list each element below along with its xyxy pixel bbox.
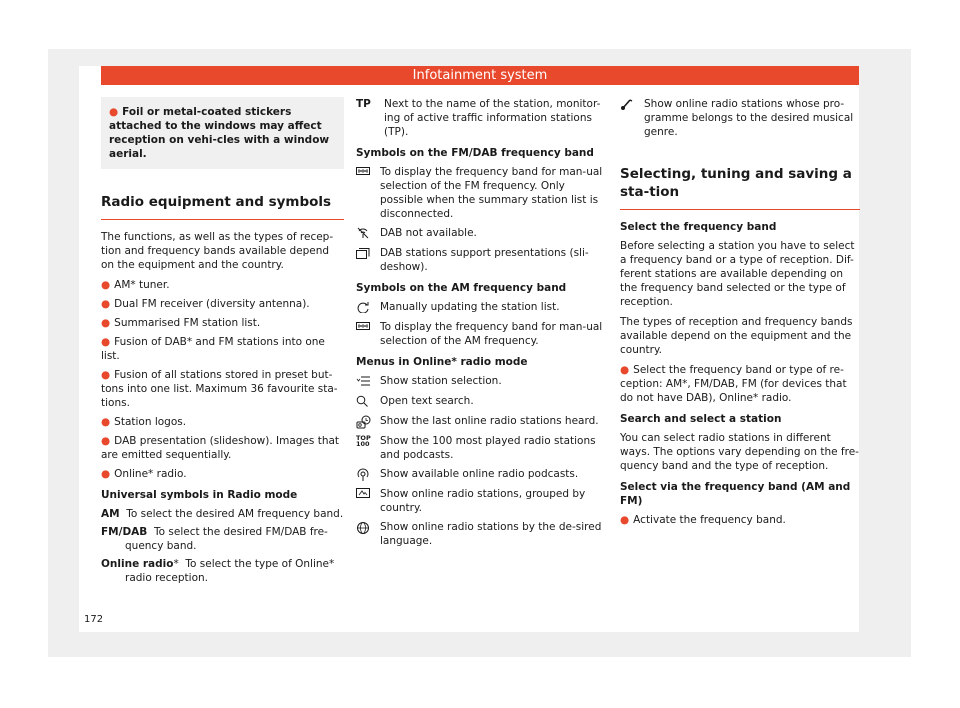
feature-item <box>101 415 344 429</box>
symbol-text: Show the 100 most played radio stations and podcasts. <box>380 435 596 461</box>
symbol-item <box>356 226 604 241</box>
symbol-item <box>356 300 604 315</box>
tp-definition <box>356 97 604 139</box>
universal-suffix: * <box>173 558 179 570</box>
top-label: TOP <box>356 434 371 442</box>
feature-item <box>101 316 344 330</box>
feature-item <box>101 278 344 292</box>
feature-text: AM* tuner. <box>114 279 170 291</box>
tp-desc: Next to the name of the station, monitor-ing of active traffic information stations (TP). <box>384 98 601 138</box>
feature-item <box>101 368 344 410</box>
symbol-item <box>356 467 604 482</box>
universal-desc: To select the desired FM/DAB fre-quency band. <box>125 526 328 552</box>
feature-text: DAB presentation (slideshow). Images that are emitted sequentially. <box>101 435 340 461</box>
column-right <box>620 97 860 533</box>
symbol-text: DAB not available. <box>380 227 477 239</box>
symbol-text: Show online radio stations by the de-sired language. <box>380 521 602 547</box>
symbol-item <box>356 394 604 409</box>
symbol-item <box>356 487 604 515</box>
page-header: Infotainment system <box>101 66 859 85</box>
feature-item <box>101 467 344 481</box>
symbol-item <box>356 374 604 389</box>
genre-item <box>620 97 860 139</box>
frequency-band-icon <box>356 165 380 180</box>
online-heading: Menus in Online* radio mode <box>356 356 528 368</box>
online-menu-list <box>356 374 604 548</box>
column-left <box>101 97 344 589</box>
tp-term: TP <box>356 98 371 110</box>
symbol-item <box>356 414 604 429</box>
bullet-icon: ● <box>101 336 111 348</box>
universal-term: Online radio <box>101 558 174 570</box>
symbol-item <box>356 246 604 274</box>
select-heading: Select the frequency band <box>620 221 777 233</box>
bullet-icon: ● <box>101 468 111 480</box>
refresh-icon <box>356 300 380 315</box>
music-note-icon <box>620 97 644 112</box>
universal-item <box>101 557 344 585</box>
symbol-text: DAB stations support presentations (sli-deshow). <box>380 247 589 273</box>
feature-item <box>101 434 344 462</box>
dab-unavailable-icon <box>356 226 380 241</box>
via-heading: Select via the frequency band (AM and FM) <box>620 481 851 507</box>
universal-desc: To select the desired AM frequency band. <box>126 508 344 520</box>
section-title: Radio equipment and symbols <box>101 181 344 220</box>
universal-item <box>101 507 344 521</box>
bullet-icon: ● <box>101 369 111 381</box>
symbol-text: Show available online radio podcasts. <box>380 468 579 480</box>
feature-text: Fusion of all stations stored in preset but-tons into one list. Maximum 36 favourite sta-tions. <box>101 369 338 409</box>
universal-term: AM <box>101 508 120 520</box>
bullet-icon: ● <box>101 416 111 428</box>
select-bullet-text: Select the frequency band or type of re-ception: AM*, FM/DAB, FM (for devices that do not have DAB), Online* radio. <box>620 364 847 404</box>
feature-text: Station logos. <box>114 416 187 428</box>
fmdab-symbol-list <box>356 165 604 274</box>
via-bullet-item <box>620 513 860 527</box>
note-text: Foil or metal-coated stickers attached to the windows may affect reception on vehi-cles with a window aerial. <box>109 106 330 160</box>
intro-text: The functions, as well as the types of recep-tion and frequency bands available depend on the equipment and the country. <box>101 231 334 271</box>
bullet-icon: ● <box>620 364 630 376</box>
bullet-icon: ● <box>101 435 111 447</box>
station-list-icon <box>356 374 380 389</box>
feature-item <box>101 297 344 311</box>
fmdab-heading: Symbols on the FM/DAB frequency band <box>356 147 594 159</box>
bullet-icon: ● <box>101 317 111 329</box>
search-p: You can select radio stations in different ways. The options vary depending on the fre-quency band and the type of reception. <box>620 432 859 472</box>
bullet-icon: ● <box>101 279 111 291</box>
frequency-band-icon <box>356 320 380 335</box>
universal-heading: Universal symbols in Radio mode <box>101 489 298 501</box>
podcast-icon <box>356 467 380 482</box>
search-heading: Search and select a station <box>620 413 782 425</box>
via-bullet-text: Activate the frequency band. <box>633 514 786 526</box>
symbol-item <box>356 520 604 548</box>
note-box <box>101 97 344 169</box>
universal-term: FM/DAB <box>101 526 148 538</box>
am-symbol-list <box>356 300 604 348</box>
am-heading: Symbols on the AM frequency band <box>356 282 567 294</box>
bullet-icon: ● <box>109 106 119 118</box>
top100-icon <box>356 434 380 449</box>
search-icon <box>356 394 380 409</box>
symbol-item <box>356 434 604 462</box>
select-p2: The types of reception and frequency bands available depend on the equipment and the country. <box>620 316 853 356</box>
slideshow-icon <box>356 246 380 261</box>
universal-list <box>101 507 344 585</box>
universal-desc: To select the type of Online* radio reception. <box>125 558 335 584</box>
symbol-text: Manually updating the station list. <box>380 301 560 313</box>
genre-text: Show online radio stations whose pro-gramme belongs to the desired musical genre. <box>644 98 854 138</box>
symbol-text: Show online radio stations, grouped by country. <box>380 488 586 514</box>
bullet-icon: ● <box>101 298 111 310</box>
feature-item <box>101 335 344 363</box>
feature-text: Fusion of DAB* and FM stations into one list. <box>101 336 325 362</box>
column-middle <box>356 97 604 553</box>
universal-item <box>101 525 344 553</box>
symbol-item <box>356 320 604 348</box>
globe-icon <box>356 520 380 535</box>
country-flag-icon <box>356 487 380 502</box>
feature-text: Summarised FM station list. <box>114 317 261 329</box>
feature-list <box>101 278 344 481</box>
feature-text: Online* radio. <box>114 468 187 480</box>
symbol-text: Show station selection. <box>380 375 502 387</box>
symbol-text: Open text search. <box>380 395 474 407</box>
symbol-item <box>356 165 604 221</box>
select-bullet-item <box>620 363 860 405</box>
select-p1: Before selecting a station you have to select a frequency band or a type of reception. Dif-ferent stations are available depending on the frequency band selected or the type of reception. <box>620 240 855 308</box>
symbol-text: Show the last online radio stations heard. <box>380 415 599 427</box>
symbol-text: To display the frequency band for man-ual selection of the AM frequency. <box>380 321 603 347</box>
symbol-text: To display the frequency band for man-ual selection of the FM frequency. Only possible when the summary station list is disconnected. <box>380 166 603 220</box>
page-number: 172 <box>84 614 104 625</box>
top-label-num: 100 <box>356 440 370 448</box>
bullet-icon: ● <box>620 514 630 526</box>
section-title-2: Selecting, tuning and saving a sta-tion <box>620 153 860 210</box>
feature-text: Dual FM receiver (diversity antenna). <box>114 298 310 310</box>
history-icon <box>356 414 380 429</box>
